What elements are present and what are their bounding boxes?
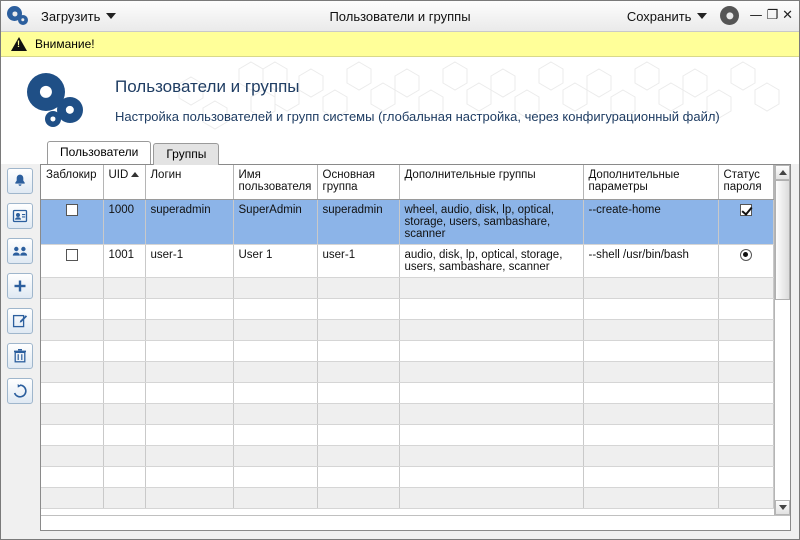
table-body (41, 199, 774, 508)
cell-extra-groups: audio, disk, lp, optical, storage, users, sambashare, scanner (399, 244, 583, 277)
scroll-down-button[interactable] (775, 500, 790, 515)
users-table (41, 165, 774, 509)
refresh-icon (12, 383, 28, 399)
password-status-checkbox[interactable] (740, 204, 752, 216)
table-row-empty[interactable] (41, 445, 774, 466)
column-header-uid[interactable] (103, 165, 145, 199)
table-header-row (41, 165, 774, 199)
group-button[interactable] (7, 238, 33, 264)
bell-icon (12, 173, 28, 189)
cell-uid: 1001 (103, 244, 145, 277)
column-header-extra-groups[interactable] (399, 165, 583, 199)
cell-login: user-1 (145, 244, 233, 277)
chevron-down-icon (697, 13, 707, 19)
cell-password-status[interactable] (718, 244, 774, 277)
warning-bar (1, 32, 799, 57)
table-row-empty[interactable] (41, 424, 774, 445)
tab-groups[interactable]: Группы (153, 143, 219, 165)
banner-gears-icon (25, 71, 95, 131)
plus-icon (12, 278, 28, 294)
cell-blocked[interactable] (41, 199, 103, 244)
load-menu-button[interactable] (35, 6, 122, 27)
users-grid-body (41, 165, 774, 515)
users-group-icon (12, 243, 28, 259)
user-button[interactable] (7, 203, 33, 229)
tab-strip (1, 140, 799, 164)
trash-icon (12, 348, 28, 364)
table-row[interactable] (41, 199, 774, 244)
chevron-down-icon (106, 13, 116, 19)
cell-main-group: user-1 (317, 244, 399, 277)
settings-gear-icon[interactable] (717, 3, 743, 29)
column-header-extra-params[interactable] (583, 165, 718, 199)
table-row-empty[interactable] (41, 382, 774, 403)
sort-ascending-icon (131, 172, 139, 177)
column-label: Основная группа (322, 169, 376, 193)
column-label: Логин (150, 169, 182, 181)
title-bar-left (7, 5, 122, 27)
cell-extra-params: --create-home (583, 199, 718, 244)
vertical-scrollbar[interactable] (774, 165, 790, 515)
maximize-button[interactable]: ❐ (766, 8, 779, 23)
column-label: Дополнительные группы (404, 169, 536, 181)
column-label: Заблокир (46, 169, 97, 181)
column-header-blocked[interactable] (41, 165, 103, 199)
users-table-panel (40, 164, 791, 531)
chevron-up-icon (779, 170, 787, 175)
table-row-empty[interactable] (41, 361, 774, 382)
column-label: Дополнительные параметры (588, 169, 680, 193)
horizontal-scrollbar[interactable] (41, 515, 790, 530)
blocked-checkbox[interactable] (66, 204, 78, 216)
table-row-empty[interactable] (41, 340, 774, 361)
save-menu-button[interactable] (621, 6, 714, 27)
column-label: Статус пароля (723, 169, 762, 193)
user-card-icon (12, 208, 28, 224)
cell-uid: 1000 (103, 199, 145, 244)
table-row-empty[interactable] (41, 298, 774, 319)
window-title: Пользователи и группы (329, 8, 471, 24)
column-label: UID (108, 169, 129, 181)
table-row-empty[interactable] (41, 403, 774, 424)
page-subtitle: Настройка пользователей и групп системы (глобальная настройка, через конфигурационный файл) (115, 109, 720, 124)
table-row-empty[interactable] (41, 487, 774, 508)
users-grid (41, 165, 790, 515)
warning-triangle-icon (11, 37, 27, 51)
minimize-button[interactable]: — (749, 8, 763, 23)
notifications-button[interactable] (7, 168, 33, 194)
edit-pencil-icon (12, 313, 28, 329)
table-row-empty[interactable] (41, 319, 774, 340)
delete-button[interactable] (7, 343, 33, 369)
close-button[interactable]: ✕ (782, 8, 793, 23)
column-header-login[interactable] (145, 165, 233, 199)
scrollbar-thumb[interactable] (775, 180, 790, 300)
refresh-button[interactable] (7, 378, 33, 404)
hex-pattern-decoration (1, 57, 799, 140)
chevron-down-icon (779, 505, 787, 510)
load-menu-label: Загрузить (41, 8, 101, 24)
cell-main-group: superadmin (317, 199, 399, 244)
cell-extra-groups: wheel, audio, disk, lp, optical, storage, users, sambashare, scanner (399, 199, 583, 244)
edit-button[interactable] (7, 308, 33, 334)
cell-username: User 1 (233, 244, 317, 277)
blocked-checkbox[interactable] (66, 249, 78, 261)
cell-login: superadmin (145, 199, 233, 244)
add-button[interactable] (7, 273, 33, 299)
column-header-username[interactable] (233, 165, 317, 199)
save-menu-label: Сохранить (626, 8, 692, 24)
column-header-main-group[interactable] (317, 165, 399, 199)
tab-users[interactable]: Пользователи (47, 141, 151, 164)
cell-username: SuperAdmin (233, 199, 317, 244)
table-row[interactable] (41, 244, 774, 277)
window-controls (749, 8, 795, 23)
page-title: Пользователи и группы (115, 77, 300, 96)
content-area (1, 164, 799, 539)
app-logo-icon (7, 5, 29, 27)
column-header-password-status[interactable] (718, 165, 774, 199)
scroll-up-button[interactable] (775, 165, 790, 180)
cell-blocked[interactable] (41, 244, 103, 277)
title-bar-right (621, 3, 795, 29)
password-status-radio[interactable] (740, 249, 752, 261)
cell-extra-params: --shell /usr/bin/bash (583, 244, 718, 277)
page-banner (1, 57, 799, 140)
cell-password-status[interactable] (718, 199, 774, 244)
table-row-empty[interactable] (41, 466, 774, 487)
table-row-empty[interactable] (41, 277, 774, 298)
column-label: Имя пользователя (238, 169, 312, 193)
scrollbar-track[interactable] (775, 180, 790, 500)
toolbar-sidebar (1, 164, 39, 531)
title-bar (1, 1, 799, 32)
warning-text: Внимание! (35, 37, 95, 51)
